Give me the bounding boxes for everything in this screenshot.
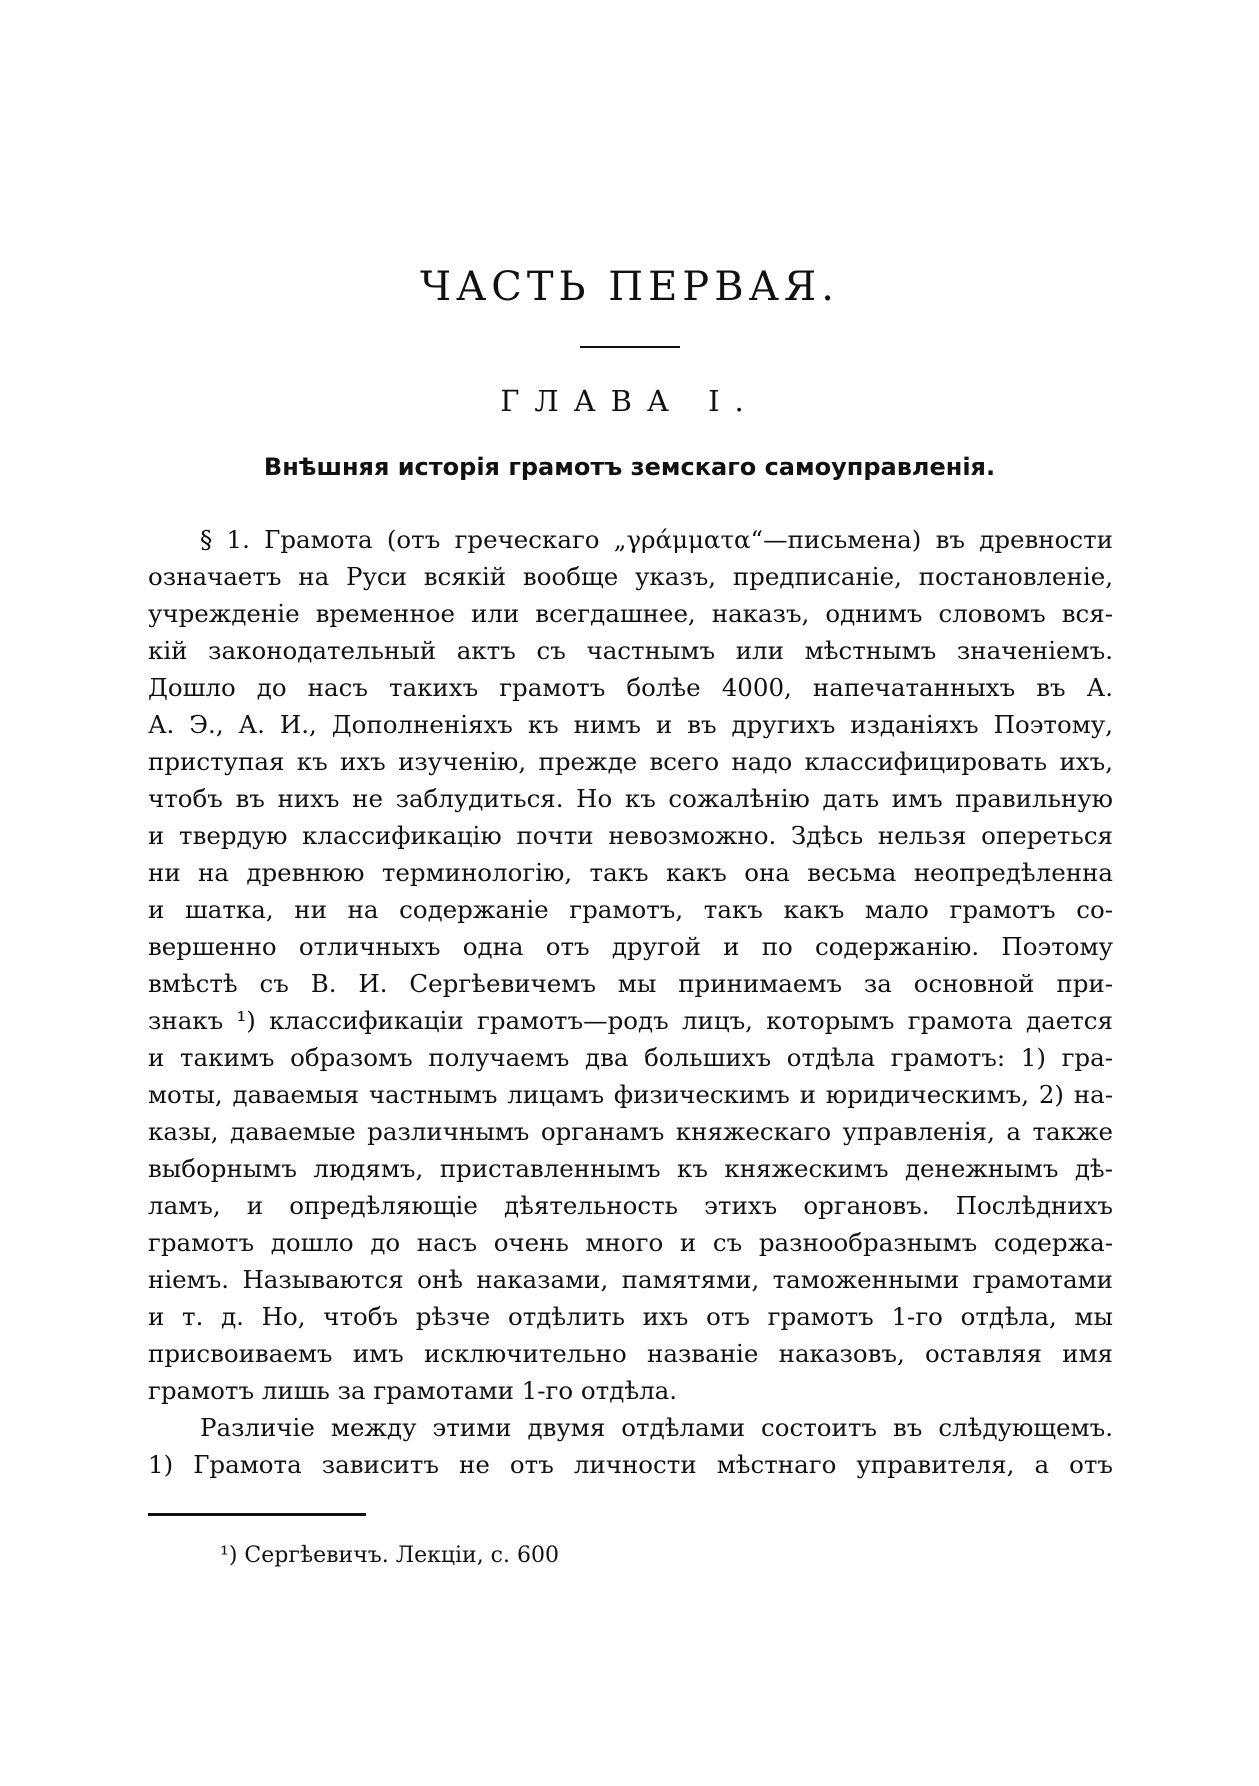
text-line: ніемъ. Называются онѣ наказами, памятями, таможенными грамотами bbox=[148, 1265, 1113, 1294]
text-line: учрежденіе временное или всегдашнее, наказъ, однимъ словомъ вся- bbox=[148, 599, 1113, 628]
text-line: и такимъ образомъ получаемъ два большихъ отдѣла грамотъ: 1) гра- bbox=[148, 1043, 1113, 1072]
text-line: означаетъ на Руси всякій вообще указъ, предписаніе, постановленіе, bbox=[148, 562, 1113, 591]
text-line: и шатка, ни на содержаніе грамотъ, такъ какъ мало грамотъ со- bbox=[148, 895, 1113, 924]
body-text bbox=[148, 521, 1113, 1483]
text-line: Дошло до насъ такихъ грамотъ болѣе 4000, напечатанныхъ въ А. bbox=[148, 673, 1113, 702]
title-divider bbox=[580, 346, 680, 348]
text-line: вершенно отличныхъ одна отъ другой и по содержанію. Поэтому bbox=[148, 932, 1113, 961]
text-line: выборнымъ людямъ, приставленнымъ къ княжескимъ денежнымъ дѣ- bbox=[148, 1154, 1113, 1183]
text-line: моты, даваемыя частнымъ лицамъ физическимъ и юридическимъ, 2) на- bbox=[148, 1080, 1113, 1109]
text-line: кій законодательный актъ съ частнымъ или мѣстнымъ значеніемъ. bbox=[148, 636, 1113, 665]
text-line: грамотъ лишь за грамотами 1-го отдѣла. bbox=[148, 1376, 678, 1405]
text-line: приступая къ ихъ изученію, прежде всего надо классифицировать ихъ, bbox=[148, 747, 1113, 776]
text-line: Различіе между этими двумя отдѣлами состоитъ въ слѣдующемъ. bbox=[200, 1413, 1113, 1442]
part-title: ЧАСТЬ ПЕРВАЯ. bbox=[420, 264, 839, 310]
text-line: и твердую классификацію почти невозможно. Здѣсь нельзя опереться bbox=[148, 821, 1113, 850]
text-line: 1) Грамота зависитъ не отъ личности мѣстнаго управителя, а отъ bbox=[148, 1450, 1113, 1479]
text-line: и т. д. Но, чтобъ рѣзче отдѣлить ихъ отъ грамотъ 1-го отдѣла, мы bbox=[148, 1302, 1113, 1331]
text-line: чтобъ въ нихъ не заблудиться. Но къ сожалѣнію дать имъ правильную bbox=[148, 784, 1113, 813]
text-line: грамотъ дошло до насъ очень много и съ разнообразнымъ содержа- bbox=[148, 1228, 1113, 1257]
chapter-heading: ГЛАВА I. bbox=[500, 384, 759, 418]
footnote-divider bbox=[148, 1513, 366, 1516]
text-line: ламъ, и опредѣляющіе дѣятельность этихъ органовъ. Послѣднихъ bbox=[148, 1191, 1113, 1220]
text-line: § 1. Грамота (отъ греческаго „γράμματα“—письмена) въ древности bbox=[200, 525, 1113, 554]
chapter-title: Внѣшняя исторія грамотъ земскаго самоуправленія. bbox=[263, 453, 996, 481]
text-line: присвоиваемъ имъ исключительно названіе наказовъ, оставляя имя bbox=[148, 1339, 1113, 1368]
text-line: А. Э., А. И., Дополненіяхъ къ нимъ и въ другихъ изданіяхъ Поэтому, bbox=[148, 710, 1113, 739]
footnote: ¹) Сергѣевичъ. Лекціи, с. 600 bbox=[220, 1543, 559, 1568]
text-line: казы, даваемые различнымъ органамъ княжескаго управленія, а также bbox=[148, 1117, 1113, 1146]
text-line: знакъ ¹) классификаціи грамотъ—родъ лицъ, которымъ грамота дается bbox=[148, 1006, 1113, 1035]
text-line: вмѣстѣ съ В. И. Сергѣевичемъ мы принимаемъ за основной при- bbox=[148, 969, 1113, 998]
text-line: ни на древнюю терминологію, такъ какъ она весьма неопредѣленна bbox=[148, 858, 1113, 887]
